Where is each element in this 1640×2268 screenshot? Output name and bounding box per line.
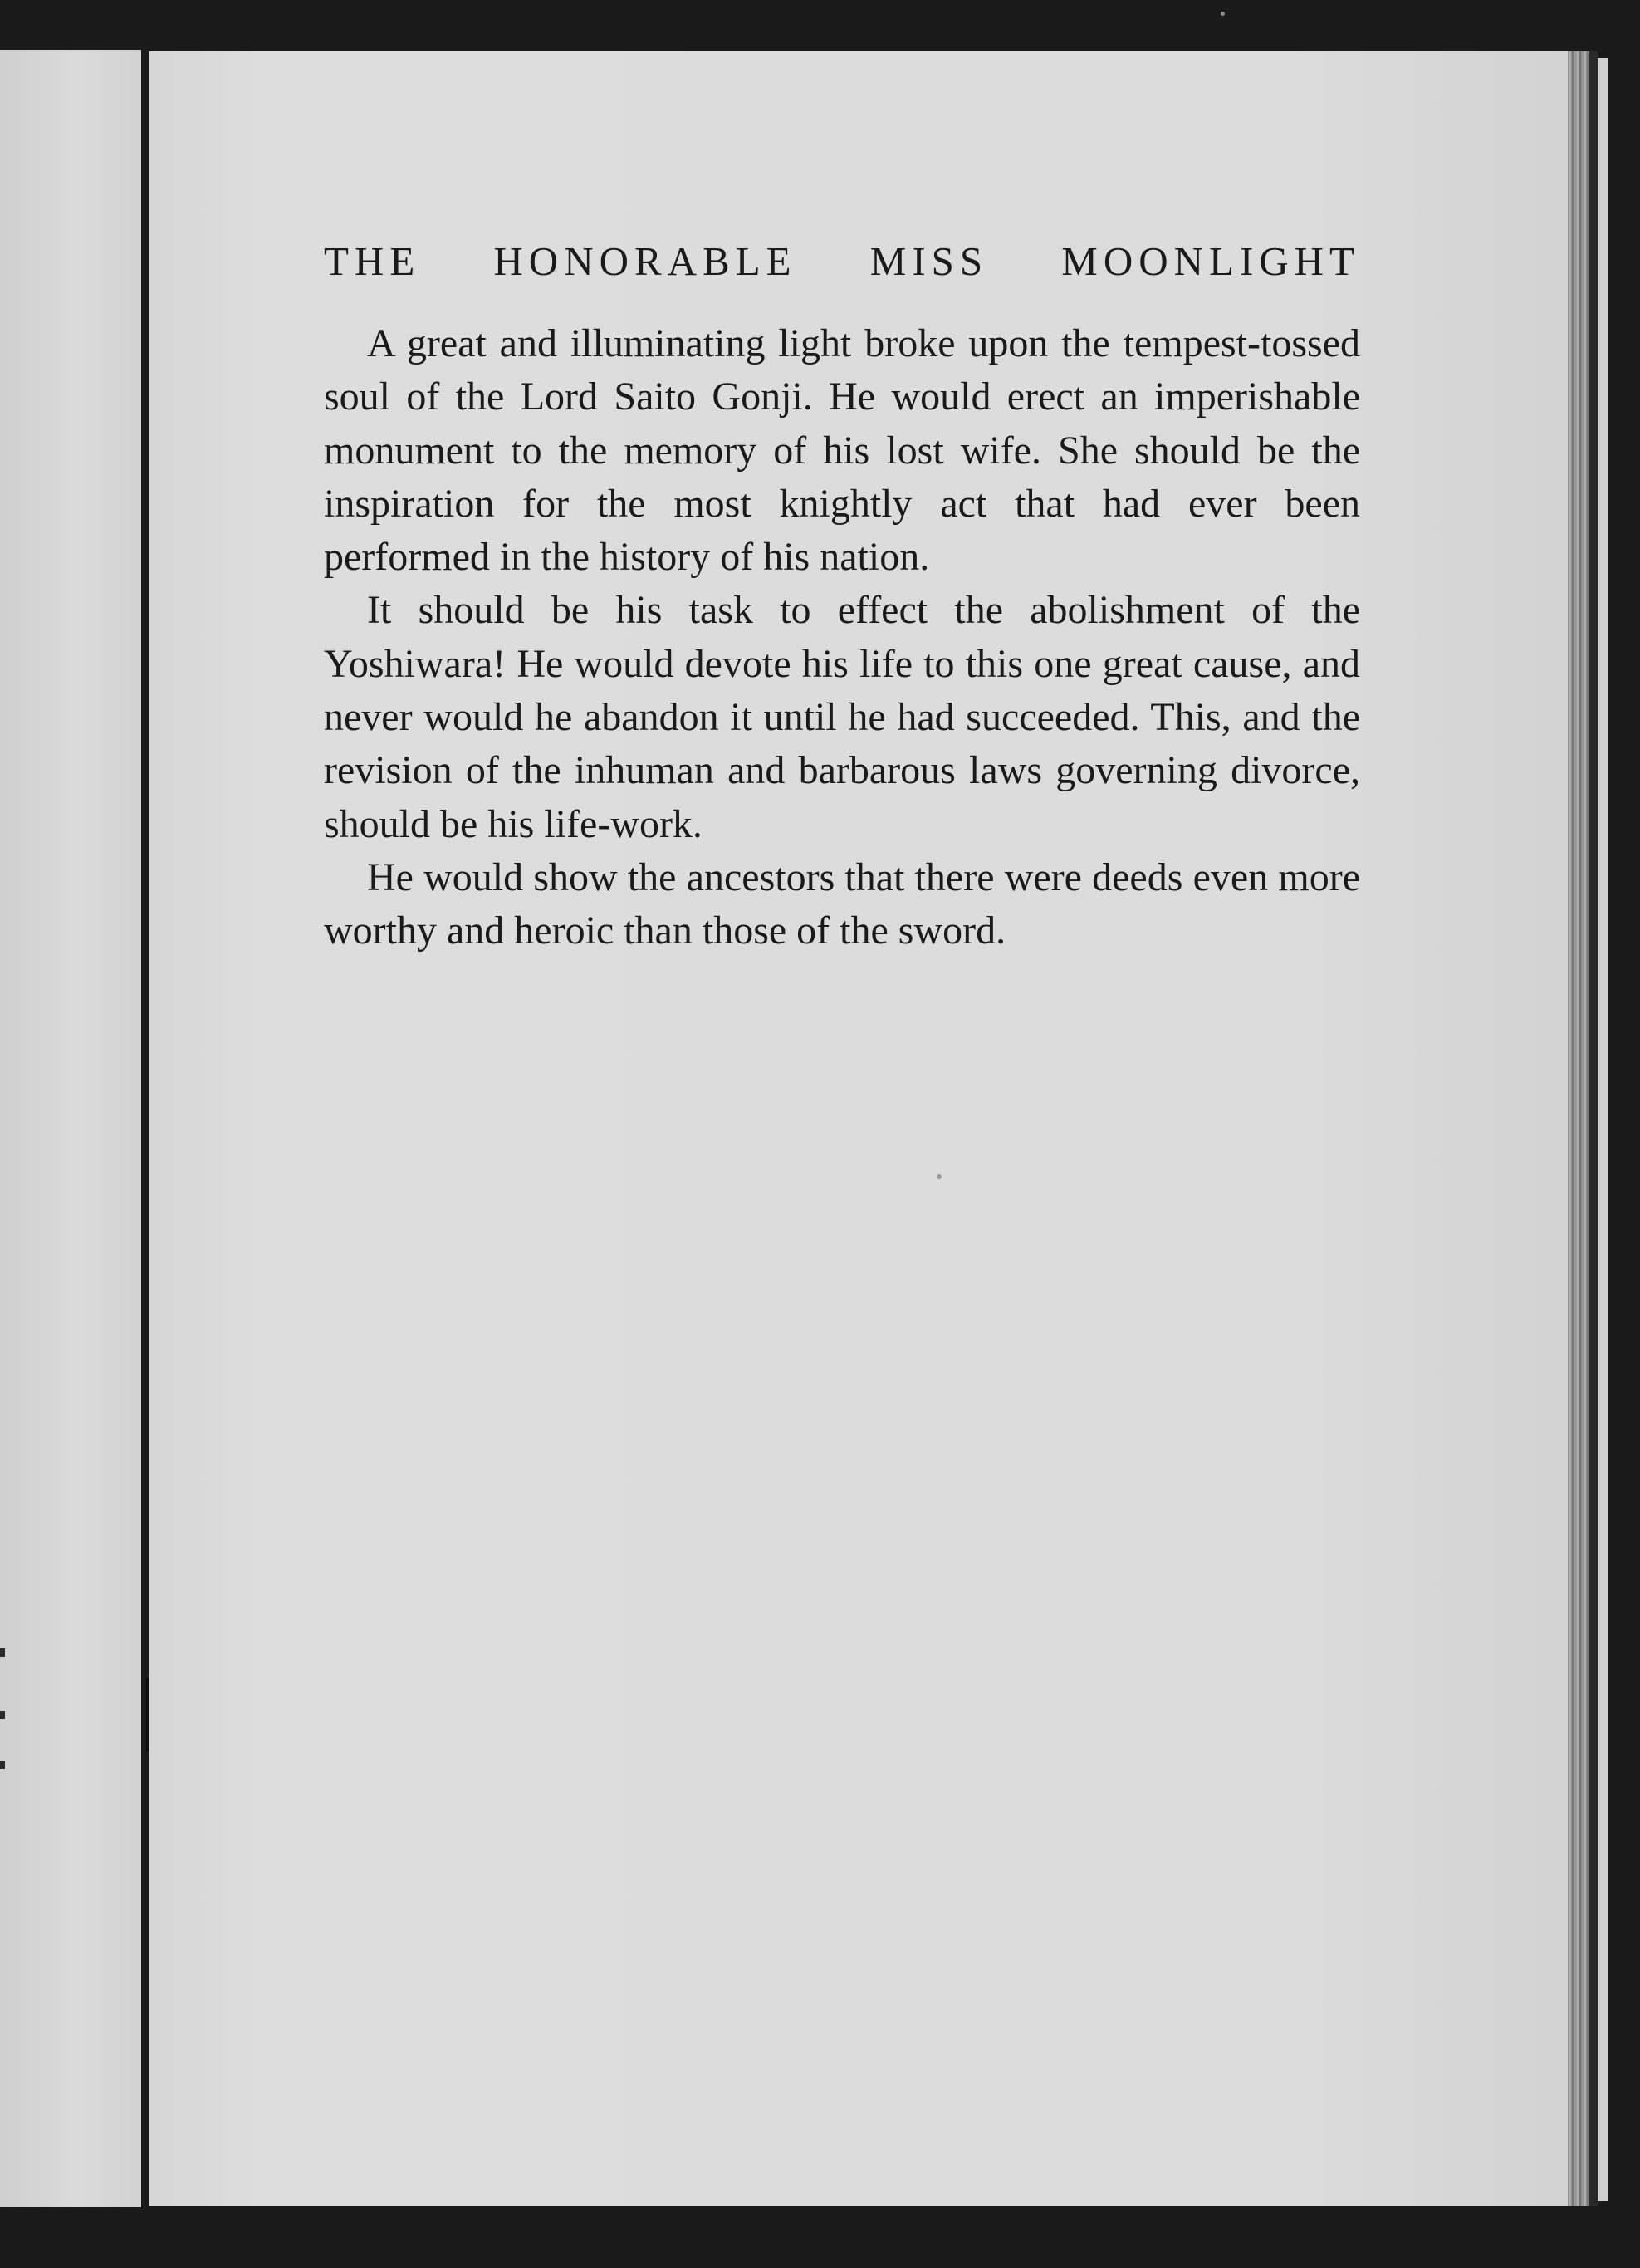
cover-edge — [1589, 51, 1598, 2206]
paper-speck — [1221, 12, 1225, 16]
facing-page-edge — [0, 50, 141, 2207]
paragraph: It should be his task to effect the abolishment of the Yoshiwara! He would devote his life to this one great cause, and never would he abandon it until he had succeeded. This, and the revision of the inhuman and barbarous laws governing divorce, should be his life-work. — [324, 588, 1360, 846]
paragraph: He would show the ancestors that there were deeds even more worthy and heroic than those of the sword. — [324, 855, 1360, 953]
paragraph: A great and illuminating light broke upon the tempest-tossed soul of the Lord Saito Gonji. He would erect an imperishable monument to the memory of his lost wife. She should be the inspiration for the most knightly act that had ever been performed in the history of his nation. — [324, 321, 1360, 580]
cover-board — [1598, 58, 1608, 2201]
paper-speck — [937, 1174, 942, 1179]
book-gutter — [141, 50, 149, 2207]
page-text — [324, 234, 1360, 958]
page-stack-edge — [1568, 51, 1589, 2206]
running-head: THE HONORABLE MISS MOONLIGHT — [324, 238, 1360, 284]
